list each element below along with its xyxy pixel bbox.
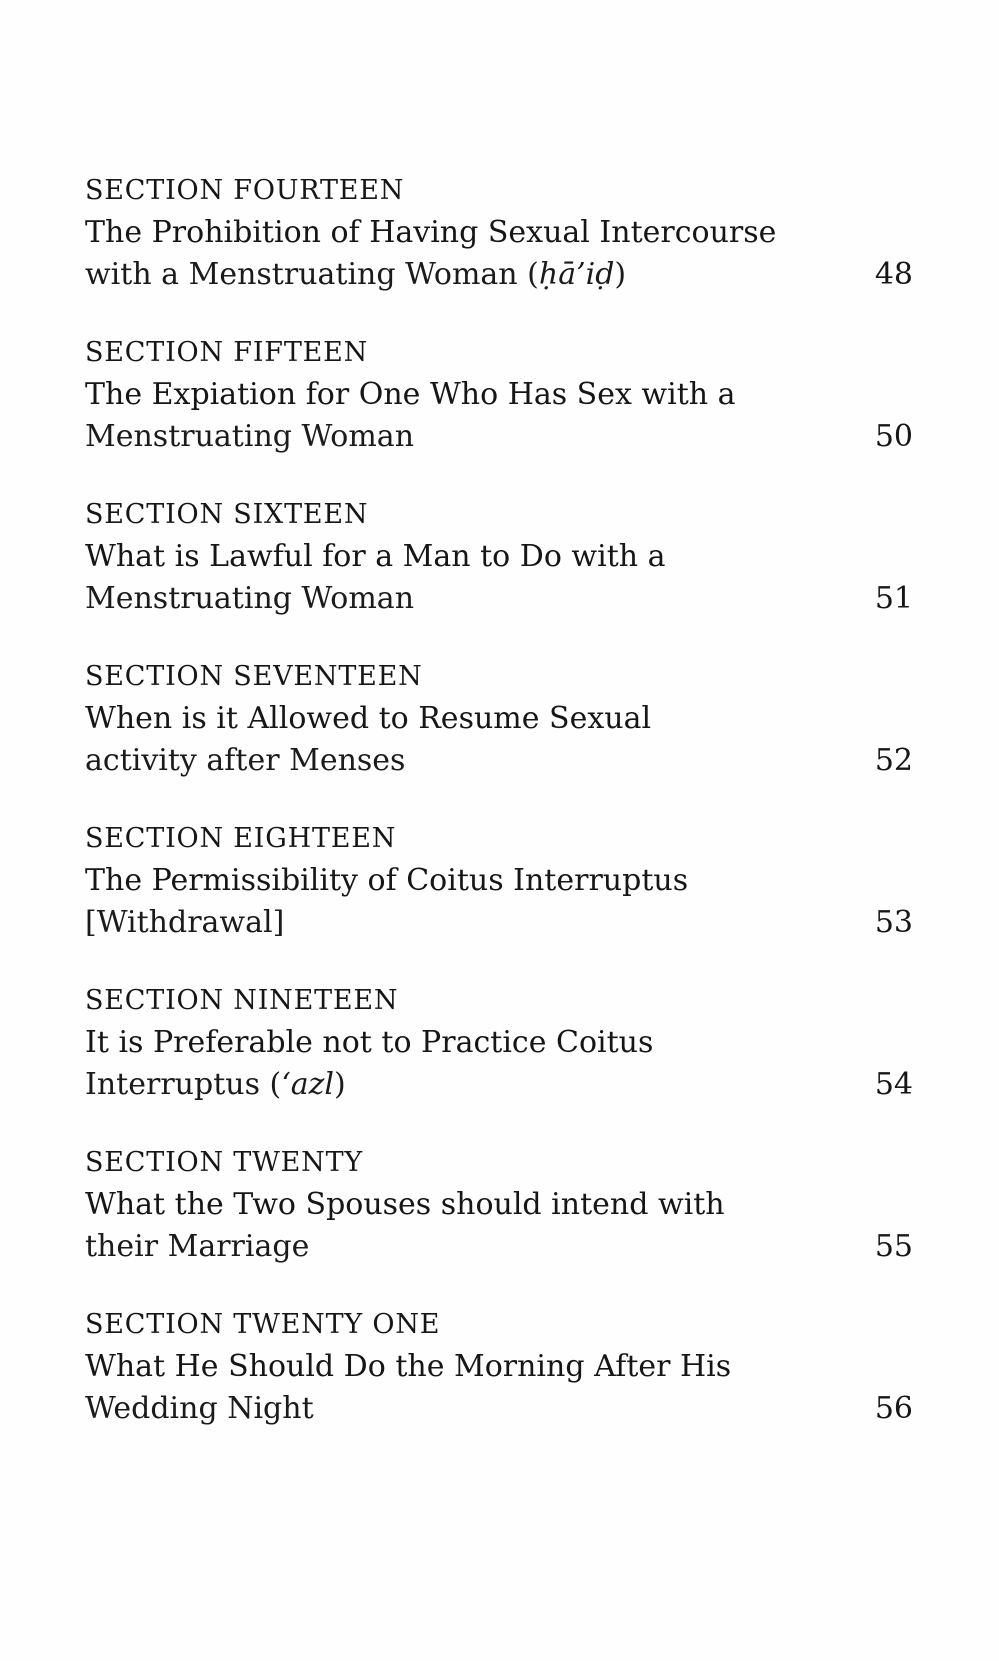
section-heading: SECTION TWENTY ONE <box>85 1309 441 1340</box>
toc-entry <box>85 1304 913 1430</box>
entry-title-line2-row <box>85 902 913 944</box>
entry-title-line1: It is Preferable not to Practice Coitus <box>85 1025 654 1060</box>
entry-title-line1: When is it Allowed to Resume Sexual <box>85 701 652 736</box>
toc-entry <box>85 170 913 296</box>
entry-title-line2: Menstruating Woman <box>85 581 415 616</box>
toc-entry <box>85 494 913 620</box>
entry-title-line2-row <box>85 1226 913 1268</box>
entry-title-line2-row <box>85 1064 913 1106</box>
toc-entry <box>85 980 913 1106</box>
section-heading: SECTION TWENTY <box>85 1147 364 1178</box>
page-number: 51 <box>874 581 913 616</box>
entry-title-line1: The Permissibility of Coitus Interruptus <box>85 863 689 898</box>
toc-entry <box>85 818 913 944</box>
section-heading: SECTION SEVENTEEN <box>85 661 423 692</box>
entry-title-line2: their Marriage <box>85 1229 310 1264</box>
entry-title-line2: Interruptus (‘azl) <box>85 1067 346 1102</box>
page-number: 56 <box>874 1391 913 1426</box>
section-heading: SECTION FIFTEEN <box>85 337 369 368</box>
entry-title-line2-row <box>85 416 913 458</box>
entry-title-line2: with a Menstruating Woman (ḥā’iḍ) <box>85 257 627 292</box>
section-heading: SECTION FOURTEEN <box>85 175 405 206</box>
page-number: 50 <box>874 419 913 454</box>
entry-title-line2: activity after Menses <box>85 743 406 778</box>
toc-entry <box>85 1142 913 1268</box>
page-number: 53 <box>874 905 913 940</box>
page-number: 48 <box>874 257 913 292</box>
entry-title-line2-row <box>85 578 913 620</box>
entry-title-line2-row <box>85 1388 913 1430</box>
entry-title-line1: What the Two Spouses should intend with <box>85 1187 725 1222</box>
arabic-term: ‘azl <box>281 1067 335 1102</box>
entry-title-line1: The Prohibition of Having Sexual Intercourse <box>85 215 777 250</box>
section-heading: SECTION SIXTEEN <box>85 499 369 530</box>
page-number: 54 <box>874 1067 913 1102</box>
entry-title-line1: The Expiation for One Who Has Sex with a <box>85 377 736 412</box>
entry-title-line2: Menstruating Woman <box>85 419 415 454</box>
arabic-term: ḥā’iḍ <box>538 257 615 292</box>
entry-title-line2: [Withdrawal] <box>85 905 285 940</box>
section-heading: SECTION EIGHTEEN <box>85 823 397 854</box>
entry-title-line1: What is Lawful for a Man to Do with a <box>85 539 666 574</box>
page-number: 52 <box>874 743 913 778</box>
entry-title-line2-row <box>85 740 913 782</box>
section-heading: SECTION NINETEEN <box>85 985 399 1016</box>
page-number: 55 <box>874 1229 913 1264</box>
toc-entry <box>85 656 913 782</box>
entry-title-line2: Wedding Night <box>85 1391 314 1426</box>
entry-title-line2-row <box>85 254 913 296</box>
entry-title-line1: What He Should Do the Morning After His <box>85 1349 732 1384</box>
toc-entry <box>85 332 913 458</box>
